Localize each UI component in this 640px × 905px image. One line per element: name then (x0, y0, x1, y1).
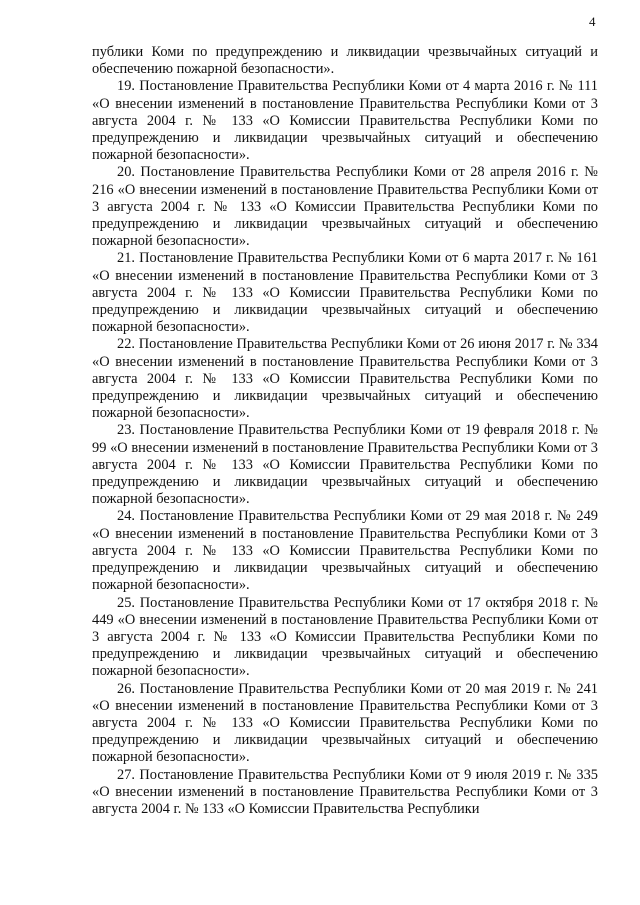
page-number: 4 (589, 14, 596, 29)
paragraph-item-25: 25. Постановление Правительства Республики Коми от 17 октября 2018 г. № 449 «О внесении изменений в постановление Правительства Республики Коми от 3 августа 2004 г. № 133 «О Комиссии Правительства Республики Коми по предупреждению и ликвидации чрезвычайных ситуаций и обеспечению пожарной безопасности». (92, 594, 598, 680)
paragraph-item-26: 26. Постановление Правительства Республики Коми от 20 мая 2019 г. № 241 «О внесении изменений в постановление Правительства Республики Коми от 3 августа 2004 г. № 133 «О Комиссии Правительства Республики Коми по предупреждению и ликвидации чрезвычайных ситуаций и обеспечению пожарной безопасности». (92, 680, 598, 766)
paragraph-item-24: 24. Постановление Правительства Республики Коми от 29 мая 2018 г. № 249 «О внесении изменений в постановление Правительства Республики Коми от 3 августа 2004 г. № 133 «О Комиссии Правительства Республики Коми по предупреждению и ликвидации чрезвычайных ситуаций и обеспечению пожарной безопасности». (92, 508, 598, 594)
paragraph-item-19: 19. Постановление Правительства Республики Коми от 4 марта 2016 г. № 111 «О внесении изменений в постановление Правительства Республики Коми от 3 августа 2004 г. № 133 «О Комиссии Правительства Республики Коми по предупреждению и ликвидации чрезвычайных ситуаций и обеспечению пожарной безопасности». (92, 78, 598, 164)
document-body (92, 44, 598, 818)
paragraph-item-21: 21. Постановление Правительства Республики Коми от 6 марта 2017 г. № 161 «О внесении изменений в постановление Правительства Республики Коми от 3 августа 2004 г. № 133 «О Комиссии Правительства Республики Коми по предупреждению и ликвидации чрезвычайных ситуаций и обеспечению пожарной безопасности». (92, 250, 598, 336)
paragraph-item-22: 22. Постановление Правительства Республики Коми от 26 июня 2017 г. № 334 «О внесении изменений в постановление Правительства Республики Коми от 3 августа 2004 г. № 133 «О Комиссии Правительства Республики Коми по предупреждению и ликвидации чрезвычайных ситуаций и обеспечению пожарной безопасности». (92, 336, 598, 422)
paragraph-continuation: публики Коми по предупреждению и ликвидации чрезвычайных ситуаций и обеспечению пожарной безопасности». (92, 44, 598, 78)
paragraph-item-23: 23. Постановление Правительства Республики Коми от 19 февраля 2018 г. № 99 «О внесении изменений в постановление Правительства Республики Коми от 3 августа 2004 г. № 133 «О Комиссии Правительства Республики Коми по предупреждению и ликвидации чрезвычайных ситуаций и обеспечению пожарной безопасности». (92, 422, 598, 508)
paragraph-item-20: 20. Постановление Правительства Республики Коми от 28 апреля 2016 г. № 216 «О внесении изменений в постановление Правительства Республики Коми от 3 августа 2004 г. № 133 «О Комиссии Правительства Республики Коми по предупреждению и ликвидации чрезвычайных ситуаций и обеспечению пожарной безопасности». (92, 164, 598, 250)
paragraph-item-27: 27. Постановление Правительства Республики Коми от 9 июля 2019 г. № 335 «О внесении изменений в постановление Правительства Республики Коми от 3 августа 2004 г. № 133 «О Комиссии Правительства Республики (92, 766, 598, 817)
